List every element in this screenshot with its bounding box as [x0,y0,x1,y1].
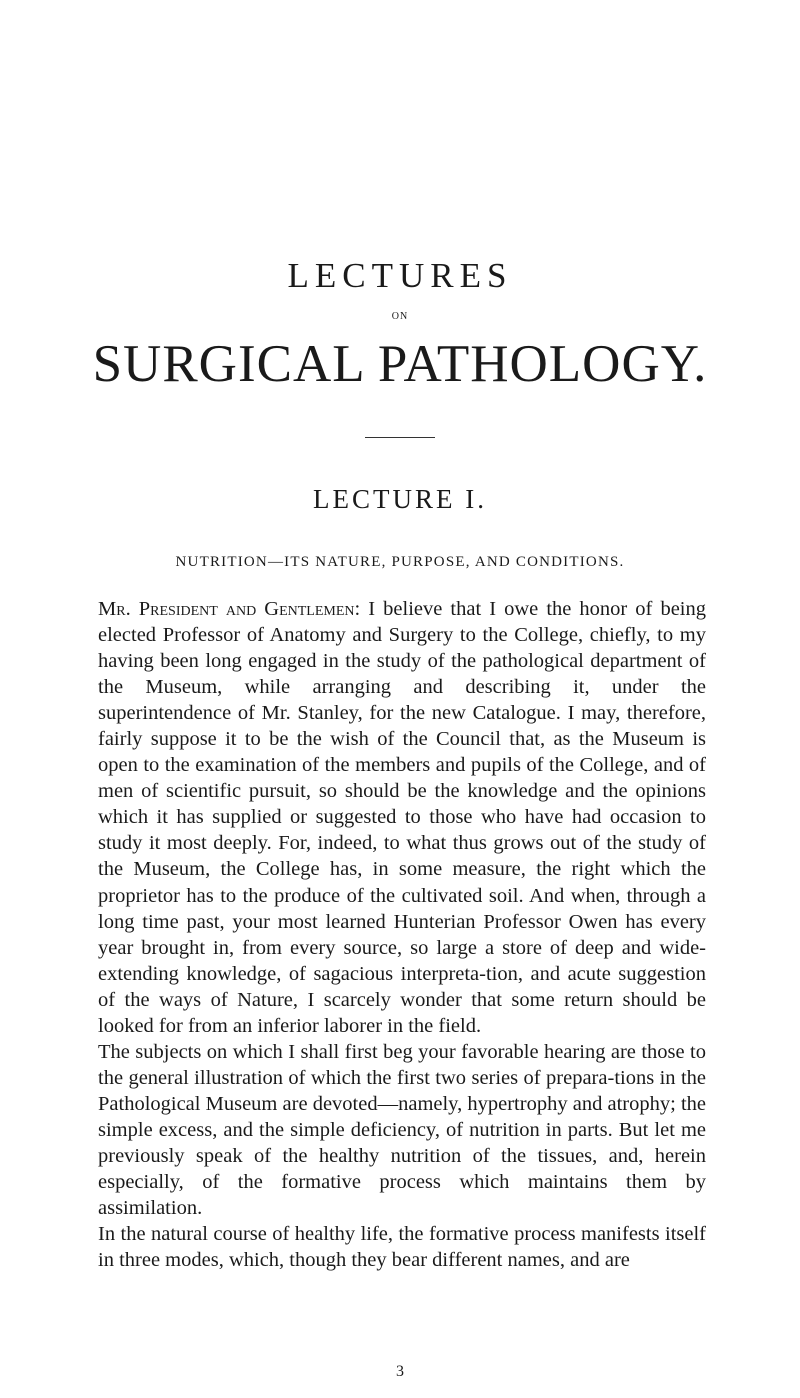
title-connector: ON [391,311,409,322]
page-number: 3 [396,1363,404,1380]
paragraph-3: In the natural course of healthy life, the formative process manifests itself in three modes, which, though they bear different names, and are [98,1223,706,1272]
salutation: Mr. President and Gentlemen: [98,598,361,620]
paragraph-2: The subjects on which I shall first beg your favorable hearing are those to the general illustration of which the first two series of prepara-tions in the Pathological Museum are devoted—namely, hypertrophy and atrophy; the simple excess, and the simple deficiency, of nutrition in parts. But let me previously speak of the healthy nutrition of the tissues, and, herein especially, of the formative process which maintains them by assimilation. [98,1040,706,1220]
book-title: LECTURES [287,256,513,295]
body-text [98,596,706,1273]
title-divider [365,437,435,438]
paragraph-1-text: I believe that I owe the honor of being elected Professor of Anatomy and Surgery to the College, chiefly, to my having been long engaged in the study of the pathological department of the Museum, while arranging and describing it, under the superintendence of Mr. Stanley, for the new Catalogue. I may, therefore, fairly suppose it to be the wish of the Council that, as the Museum is open to the examination of the members and pupils of the College, and of men of scientific pursuit, so should be the knowledge and the opinions which it has supplied or suggested to those who have had occasion to study it most deeply. For, indeed, to what thus grows out of the study of the Museum, the College has, in some measure, the right which the proprietor has to the produce of the cultivated soil. And when, through a long time past, your most learned Hunterian Professor Owen has every year brought in, from every source, so large a store of deep and wide-extending knowledge, of sagacious interpreta-tion, and acute suggestion of the ways of Nature, I scarcely wonder that some return should be looked for from an inferior laborer in the field. [98,598,706,1037]
paragraph-1 [98,596,706,1039]
lecture-heading: NUTRITION—ITS NATURE, PURPOSE, AND CONDITIONS. [175,554,625,570]
book-subtitle: SURGICAL PATHOLOGY. [92,335,708,393]
lecture-number: LECTURE I. [313,484,487,514]
